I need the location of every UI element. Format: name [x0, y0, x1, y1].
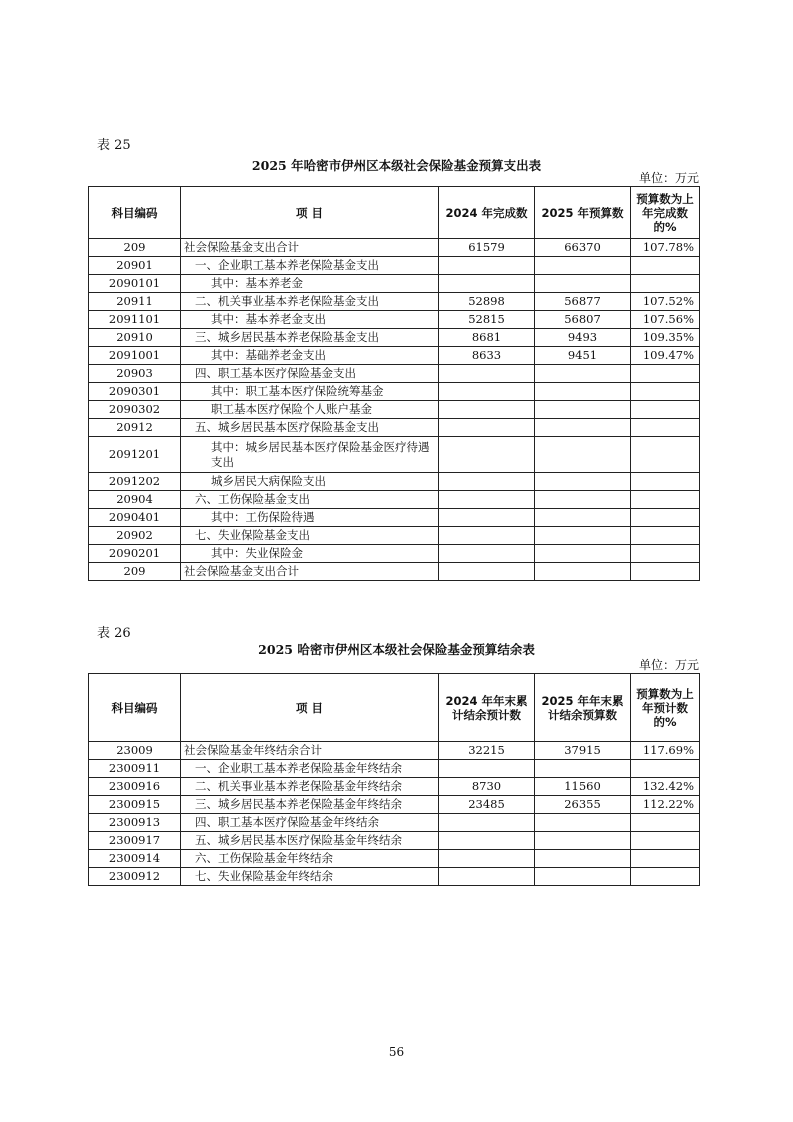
table-row [89, 311, 700, 329]
row-item: 七、失业保险基金年终结余 [181, 868, 439, 886]
table26-header-row [89, 674, 700, 742]
table-row [89, 437, 700, 473]
row-percent: 107.56% [631, 311, 700, 329]
table-row [89, 419, 700, 437]
header-code: 科目编码 [89, 187, 181, 239]
table-row [89, 545, 700, 563]
row-item: 六、工伤保险基金支出 [181, 491, 439, 509]
table-row [89, 850, 700, 868]
row-item: 六、工伤保险基金年终结余 [181, 850, 439, 868]
table-row [89, 509, 700, 527]
row-value-2025 [535, 275, 631, 293]
row-percent: 109.47% [631, 347, 700, 365]
row-code: 2091001 [89, 347, 181, 365]
table-row [89, 401, 700, 419]
row-value-2025: 26355 [535, 796, 631, 814]
row-item: 其中：基础养老金支出 [181, 347, 439, 365]
row-code: 20902 [89, 527, 181, 545]
row-item: 其中：城乡居民基本医疗保险基金医疗待遇支出 [181, 437, 439, 473]
row-item: 社会保险基金年终结余合计 [181, 742, 439, 760]
row-value-2025 [535, 509, 631, 527]
table-row [89, 383, 700, 401]
row-value-2024 [439, 563, 535, 581]
row-percent [631, 832, 700, 850]
row-value-2025 [535, 437, 631, 473]
row-percent [631, 437, 700, 473]
row-item: 其中：基本养老金支出 [181, 311, 439, 329]
row-code: 2300916 [89, 778, 181, 796]
row-value-2024: 32215 [439, 742, 535, 760]
row-code: 23009 [89, 742, 181, 760]
row-code: 2090201 [89, 545, 181, 563]
table-row [89, 275, 700, 293]
row-percent [631, 509, 700, 527]
row-item: 社会保险基金支出合计 [181, 563, 439, 581]
row-item: 其中：工伤保险待遇 [181, 509, 439, 527]
row-value-2025 [535, 473, 631, 491]
row-value-2024 [439, 832, 535, 850]
row-item: 三、城乡居民基本养老保险基金年终结余 [181, 796, 439, 814]
row-value-2024 [439, 383, 535, 401]
table-row [89, 832, 700, 850]
row-code: 20910 [89, 329, 181, 347]
row-value-2024 [439, 527, 535, 545]
header-pct: 预算数为上年预计数的% [631, 674, 700, 742]
row-value-2024 [439, 850, 535, 868]
row-value-2024: 61579 [439, 239, 535, 257]
row-value-2025 [535, 527, 631, 545]
row-percent [631, 383, 700, 401]
row-value-2024 [439, 401, 535, 419]
row-item: 三、城乡居民基本养老保险基金支出 [181, 329, 439, 347]
table26-title: 2025 哈密市伊州区本级社会保险基金预算结余表 [258, 642, 535, 657]
row-item: 五、城乡居民基本医疗保险基金年终结余 [181, 832, 439, 850]
row-value-2024 [439, 491, 535, 509]
row-value-2025: 56807 [535, 311, 631, 329]
row-percent [631, 868, 700, 886]
table26-unit: 单位：万元 [638, 658, 699, 672]
row-item: 七、失业保险基金支出 [181, 527, 439, 545]
row-value-2025 [535, 832, 631, 850]
row-percent [631, 527, 700, 545]
row-value-2024 [439, 545, 535, 563]
row-value-2025 [535, 401, 631, 419]
row-item: 其中：基本养老金 [181, 275, 439, 293]
row-value-2024 [439, 437, 535, 473]
row-percent [631, 545, 700, 563]
table25-unit: 单位：万元 [638, 171, 699, 185]
row-code: 2300917 [89, 832, 181, 850]
row-value-2024: 8730 [439, 778, 535, 796]
table-row [89, 347, 700, 365]
row-value-2025 [535, 850, 631, 868]
row-value-2025: 37915 [535, 742, 631, 760]
row-code: 209 [89, 239, 181, 257]
row-value-2025 [535, 563, 631, 581]
row-item: 五、城乡居民基本医疗保险基金支出 [181, 419, 439, 437]
row-code: 2300913 [89, 814, 181, 832]
row-percent: 107.52% [631, 293, 700, 311]
row-item: 一、企业职工基本养老保险基金支出 [181, 257, 439, 275]
row-code: 20903 [89, 365, 181, 383]
table-row [89, 293, 700, 311]
row-code: 209 [89, 563, 181, 581]
row-item: 其中：失业保险金 [181, 545, 439, 563]
row-percent [631, 275, 700, 293]
row-value-2025 [535, 365, 631, 383]
row-value-2025: 9451 [535, 347, 631, 365]
row-percent [631, 814, 700, 832]
row-value-2025: 66370 [535, 239, 631, 257]
row-percent [631, 850, 700, 868]
row-value-2024 [439, 760, 535, 778]
row-value-2024 [439, 509, 535, 527]
row-value-2024 [439, 419, 535, 437]
row-code: 2091101 [89, 311, 181, 329]
table-row [89, 814, 700, 832]
row-code: 2300911 [89, 760, 181, 778]
row-value-2024: 52898 [439, 293, 535, 311]
row-code: 20904 [89, 491, 181, 509]
table-row [89, 796, 700, 814]
header-item: 项 目 [181, 187, 439, 239]
row-code: 2091201 [89, 437, 181, 473]
row-code: 2090302 [89, 401, 181, 419]
row-percent: 112.22% [631, 796, 700, 814]
table-row [89, 365, 700, 383]
table25-header-row [89, 187, 700, 239]
row-value-2025 [535, 760, 631, 778]
table-row [89, 778, 700, 796]
row-value-2025 [535, 491, 631, 509]
row-percent [631, 473, 700, 491]
row-percent [631, 401, 700, 419]
row-item: 一、企业职工基本养老保险基金年终结余 [181, 760, 439, 778]
row-value-2024 [439, 257, 535, 275]
table-row [89, 239, 700, 257]
table-row [89, 491, 700, 509]
row-percent [631, 257, 700, 275]
row-value-2025 [535, 868, 631, 886]
header-2024: 2024 年完成数 [439, 187, 535, 239]
row-code: 2300914 [89, 850, 181, 868]
header-2025: 2025 年年末累计结余预算数 [535, 674, 631, 742]
table-row [89, 868, 700, 886]
header-code: 科目编码 [89, 674, 181, 742]
row-value-2024: 8681 [439, 329, 535, 347]
row-value-2025: 11560 [535, 778, 631, 796]
table-row [89, 329, 700, 347]
table26-label: 表 26 [97, 626, 131, 641]
row-item: 四、职工基本医疗保险基金支出 [181, 365, 439, 383]
header-item: 项 目 [181, 674, 439, 742]
row-percent [631, 365, 700, 383]
row-value-2025 [535, 383, 631, 401]
row-code: 2090401 [89, 509, 181, 527]
row-code: 2090101 [89, 275, 181, 293]
row-item: 四、职工基本医疗保险基金年终结余 [181, 814, 439, 832]
row-code: 20911 [89, 293, 181, 311]
row-code: 20912 [89, 419, 181, 437]
row-value-2025 [535, 814, 631, 832]
row-percent [631, 760, 700, 778]
row-percent [631, 491, 700, 509]
table-row [89, 563, 700, 581]
row-value-2024: 52815 [439, 311, 535, 329]
table25 [88, 186, 700, 581]
row-value-2024: 23485 [439, 796, 535, 814]
row-value-2024 [439, 473, 535, 491]
row-value-2024 [439, 365, 535, 383]
row-item: 社会保险基金支出合计 [181, 239, 439, 257]
row-value-2025 [535, 257, 631, 275]
row-item: 其中：职工基本医疗保险统筹基金 [181, 383, 439, 401]
row-value-2025 [535, 545, 631, 563]
row-code: 20901 [89, 257, 181, 275]
row-value-2025: 9493 [535, 329, 631, 347]
table26 [88, 673, 700, 886]
row-value-2024: 8633 [439, 347, 535, 365]
header-2024: 2024 年年末累计结余预计数 [439, 674, 535, 742]
table-row [89, 742, 700, 760]
row-percent: 109.35% [631, 329, 700, 347]
header-pct: 预算数为上年完成数的% [631, 187, 700, 239]
row-percent: 117.69% [631, 742, 700, 760]
row-code: 2300915 [89, 796, 181, 814]
header-2025: 2025 年预算数 [535, 187, 631, 239]
table-row [89, 527, 700, 545]
table-row [89, 473, 700, 491]
table-row [89, 257, 700, 275]
row-value-2025: 56877 [535, 293, 631, 311]
row-percent: 107.78% [631, 239, 700, 257]
row-code: 2090301 [89, 383, 181, 401]
row-value-2025 [535, 419, 631, 437]
row-item: 二、机关事业基本养老保险基金支出 [181, 293, 439, 311]
table-row [89, 760, 700, 778]
row-percent [631, 563, 700, 581]
row-code: 2300912 [89, 868, 181, 886]
row-code: 2091202 [89, 473, 181, 491]
row-value-2024 [439, 868, 535, 886]
row-item: 二、机关事业基本养老保险基金年终结余 [181, 778, 439, 796]
row-percent: 132.42% [631, 778, 700, 796]
row-value-2024 [439, 275, 535, 293]
row-value-2024 [439, 814, 535, 832]
table25-label: 表 25 [97, 138, 131, 153]
row-item: 职工基本医疗保险个人账户基金 [181, 401, 439, 419]
page-number: 56 [388, 1045, 405, 1059]
row-item: 城乡居民大病保险支出 [181, 473, 439, 491]
table25-title: 2025 年哈密市伊州区本级社会保险基金预算支出表 [251, 158, 542, 173]
row-percent [631, 419, 700, 437]
